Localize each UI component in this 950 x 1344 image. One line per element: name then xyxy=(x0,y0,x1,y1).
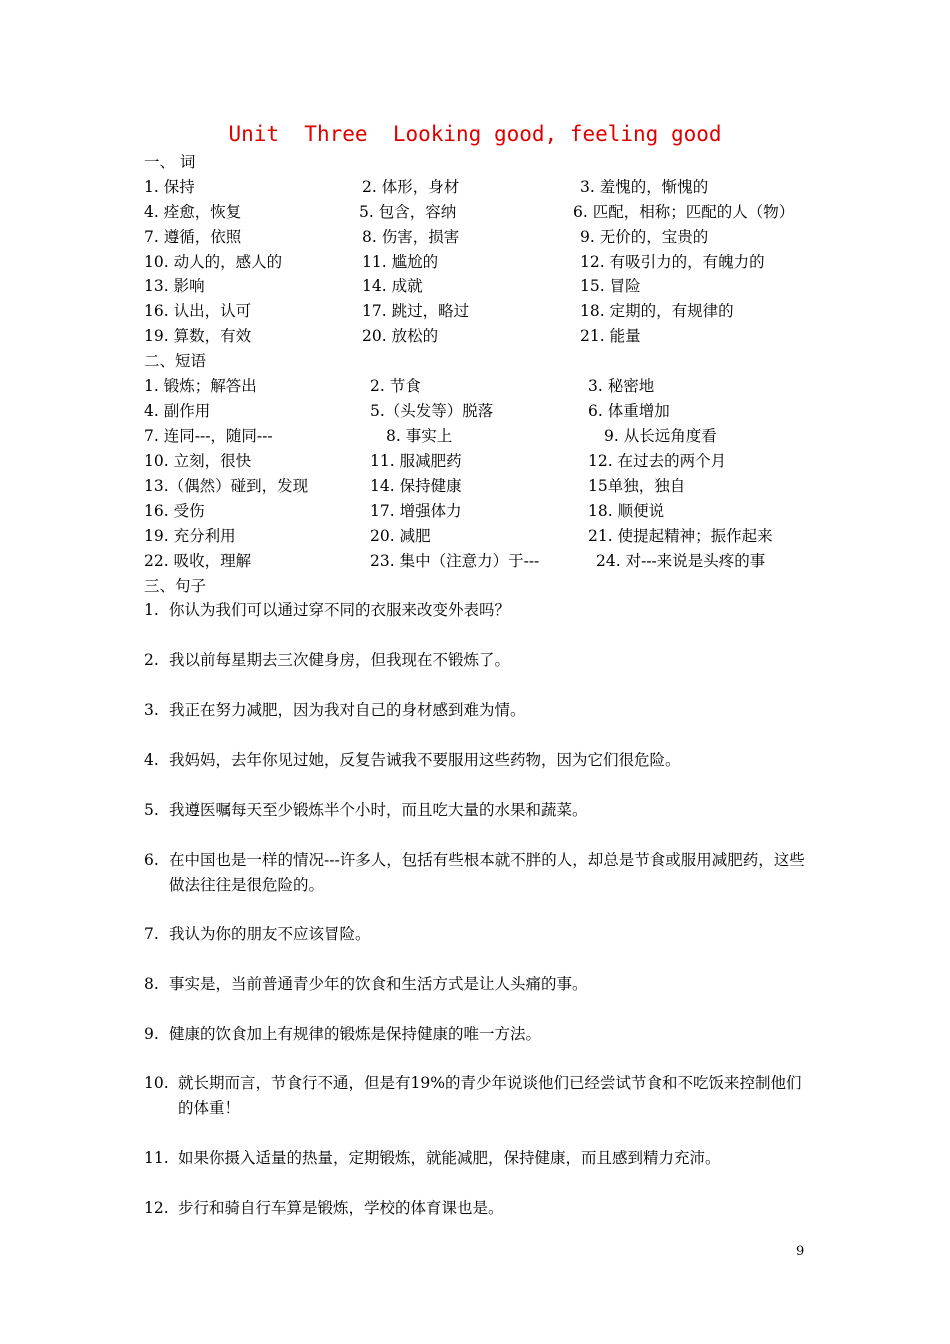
sentence-text: 我以前每星期去三次健身房，但我现在不锻炼了。 xyxy=(169,651,511,669)
sentence-text: 健康的饮食加上有规律的锻炼是保持健康的唯一方法。 xyxy=(169,1025,542,1043)
vocab-item: 6. 匹配，相称；匹配的人（物） xyxy=(573,203,795,221)
sentence-number: 7. xyxy=(144,925,159,943)
section-heading-words: 一、 词 xyxy=(144,153,196,171)
sentence-text: 我遵医嘱每天至少锻炼半个小时，而且吃大量的水果和蔬菜。 xyxy=(169,801,588,819)
sentence-number: 10. xyxy=(144,1074,169,1092)
sentence-text: 我正在努力减肥，因为我对自己的身材感到难为情。 xyxy=(169,701,526,719)
vocab-item: 16. 认出，认可 xyxy=(144,302,252,320)
sentence-item xyxy=(144,1146,828,1171)
phrase-item: 24. 对---来说是头疼的事 xyxy=(596,552,766,570)
vocab-item: 5. 包含，容纳 xyxy=(359,203,457,221)
section-heading-sentences: 三、句子 xyxy=(144,577,207,595)
vocab-item: 20. 放松的 xyxy=(362,327,439,345)
sentence-text: 就长期而言，节食行不通，但是有19%的青少年说谈他们已经尝试节食和不吃饭来控制他们的体重！ xyxy=(178,1074,802,1117)
vocab-item: 8. 伤害，损害 xyxy=(362,228,460,246)
vocab-item: 17. 跳过，略过 xyxy=(362,302,470,320)
sentence-item xyxy=(144,798,849,823)
vocab-item: 19. 算数，有效 xyxy=(144,327,252,345)
phrase-item: 8. 事实上 xyxy=(386,427,453,445)
phrase-item: 15单独，独自 xyxy=(588,477,686,495)
vocab-item: 14. 成就 xyxy=(362,277,423,295)
vocab-item: 2. 体形，身材 xyxy=(362,178,460,196)
phrase-item: 14. 保持健康 xyxy=(370,477,462,495)
phrase-item: 18. 顺便说 xyxy=(588,502,665,520)
sentence-text: 事实是，当前普通青少年的饮食和生活方式是让人头痛的事。 xyxy=(169,975,588,993)
phrase-item: 4. 副作用 xyxy=(144,402,211,420)
page-number: 9 xyxy=(796,1244,805,1259)
page-title: Unit Three Looking good, feeling good xyxy=(228,122,722,146)
sentence-text: 你认为我们可以通过穿不同的衣服来改变外表吗？ xyxy=(169,601,511,619)
phrase-item: 23. 集中（注意力）于--- xyxy=(370,552,540,570)
phrase-item: 17. 增强体力 xyxy=(370,502,462,520)
phrase-item: 10. 立刻，很快 xyxy=(144,452,252,470)
vocab-item: 9. 无价的，宝贵的 xyxy=(580,228,709,246)
phrase-item: 12. 在过去的两个月 xyxy=(588,452,727,470)
sentence-text: 我妈妈，去年你见过她，反复告诫我不要服用这些药物，因为它们很危险。 xyxy=(169,751,681,769)
sentence-item xyxy=(144,922,849,947)
sentence-item xyxy=(144,848,819,898)
vocab-item: 1. 保持 xyxy=(144,178,195,196)
vocab-item: 10. 动人的，感人的 xyxy=(144,253,283,271)
vocab-item: 4. 痊愈，恢复 xyxy=(144,203,242,221)
sentence-item xyxy=(144,598,849,623)
sentence-number: 12. xyxy=(144,1199,169,1217)
sentence-item xyxy=(144,748,849,773)
phrase-item: 6. 体重增加 xyxy=(588,402,670,420)
sentence-number: 3. xyxy=(144,701,159,719)
sentence-item xyxy=(144,648,849,673)
sentence-number: 6. xyxy=(144,851,159,869)
phrase-item: 22. 吸收，理解 xyxy=(144,552,252,570)
phrase-item: 21. 使提起精神；振作起来 xyxy=(588,527,773,545)
sentence-item xyxy=(144,698,849,723)
phrase-item: 9. 从长远角度看 xyxy=(604,427,717,445)
phrase-item: 3. 秘密地 xyxy=(588,377,655,395)
phrase-item: 2. 节食 xyxy=(370,377,421,395)
vocab-item: 11. 尴尬的 xyxy=(362,253,439,271)
sentence-number: 9. xyxy=(144,1025,159,1043)
sentence-number: 4. xyxy=(144,751,159,769)
phrase-item: 20. 减肥 xyxy=(370,527,431,545)
vocab-item: 13. 影响 xyxy=(144,277,205,295)
phrase-item: 13.（偶然）碰到，发现 xyxy=(144,477,309,495)
sentence-text: 步行和骑自行车算是锻炼，学校的体育课也是。 xyxy=(178,1199,504,1217)
vocab-item: 3. 羞愧的，惭愧的 xyxy=(580,178,709,196)
phrase-item: 11. 服减肥药 xyxy=(370,452,462,470)
sentence-item xyxy=(144,1071,814,1121)
phrase-item: 16. 受伤 xyxy=(144,502,205,520)
sentence-item xyxy=(144,1196,858,1221)
section-heading-phrases: 二、短语 xyxy=(144,352,207,370)
sentence-number: 5. xyxy=(144,801,159,819)
sentence-number: 8. xyxy=(144,975,159,993)
phrase-item: 1. 锻炼；解答出 xyxy=(144,377,257,395)
vocab-item: 15. 冒险 xyxy=(580,277,641,295)
sentence-text: 如果你摄入适量的热量，定期锻炼，就能减肥，保持健康，而且感到精力充沛。 xyxy=(178,1149,721,1167)
sentence-number: 1. xyxy=(144,601,159,619)
sentence-text: 我认为你的朋友不应该冒险。 xyxy=(169,925,371,943)
vocab-item: 21. 能量 xyxy=(580,327,641,345)
phrase-item: 19. 充分利用 xyxy=(144,527,236,545)
vocab-item: 12. 有吸引力的，有魄力的 xyxy=(580,253,765,271)
vocab-item: 18. 定期的，有规律的 xyxy=(580,302,734,320)
phrase-item: 5.（头发等）脱落 xyxy=(370,402,494,420)
phrase-item: 7. 连同---，随同--- xyxy=(144,427,273,445)
sentence-text: 在中国也是一样的情况---许多人，包括有些根本就不胖的人，却总是节食或服用减肥药，这些做法往往是很危险的。 xyxy=(169,851,805,894)
sentence-item xyxy=(144,1022,849,1047)
sentence-number: 2. xyxy=(144,651,159,669)
sentence-item xyxy=(144,972,849,997)
sentence-number: 11. xyxy=(144,1149,169,1167)
vocab-item: 7. 遵循，依照 xyxy=(144,228,242,246)
